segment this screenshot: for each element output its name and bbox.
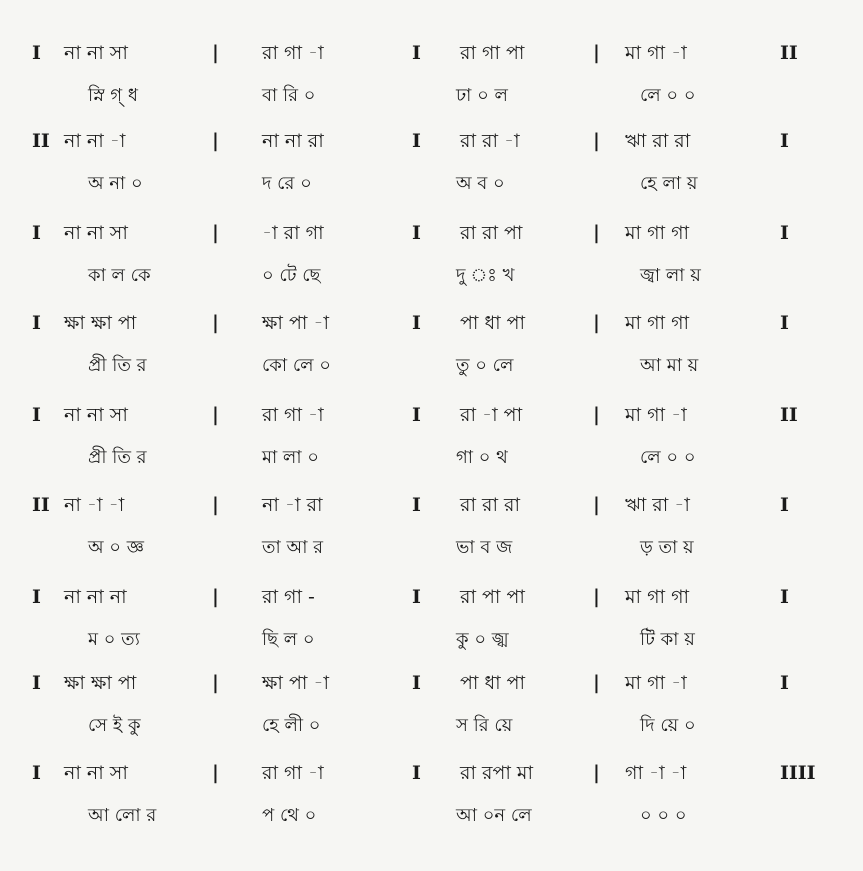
swara-group: মা গা গা <box>625 312 690 334</box>
bar-line: II <box>32 494 50 516</box>
swara-group: রা পা পা <box>460 586 525 608</box>
bar-line: I <box>412 130 421 152</box>
lyric-group: আ লো র <box>88 805 157 826</box>
lyric-group: ম ০ ত্য <box>88 629 140 650</box>
swara-group: ঋা রা রা <box>625 130 691 152</box>
lyric-group: ০ ০ ০ <box>640 805 687 826</box>
swara-group: পা ধা পা <box>460 312 526 334</box>
swara-group: না -া -া <box>64 494 125 516</box>
bar-line: | <box>212 222 219 244</box>
lyric-line <box>0 801 863 831</box>
lyric-group: স রি য়ে <box>456 715 513 736</box>
swara-group: পা ধা পা <box>460 672 526 694</box>
lyric-group: প্রী তি র <box>88 447 147 468</box>
swara-group: রা -া পা <box>460 404 523 426</box>
lyric-group: অ ০ জ্ঞ <box>88 537 144 558</box>
bar-line: I <box>412 222 421 244</box>
lyric-group: কা ল কে <box>88 265 151 286</box>
swara-group: মা গা -া <box>625 672 687 694</box>
swara-group: রা গা - <box>262 586 315 608</box>
bar-line: I <box>32 586 41 608</box>
bar-line: | <box>212 586 219 608</box>
lyric-group: ০ টে ছে <box>262 265 321 286</box>
swara-group: রা গা -া <box>262 404 324 426</box>
lyric-group: দ রে ০ <box>262 173 312 194</box>
lyric-group: সে ই কু <box>88 715 141 736</box>
swara-line <box>0 218 863 248</box>
lyric-line <box>0 711 863 741</box>
bar-line: I <box>780 222 789 244</box>
bar-line: I <box>32 222 41 244</box>
swara-group: ক্ষা ক্ষা পা <box>64 312 137 334</box>
bar-line: I <box>780 130 789 152</box>
lyric-group: ড় তা য় <box>640 537 694 558</box>
bar-line: II <box>780 404 798 426</box>
lyric-group: বা রি ০ <box>262 85 316 106</box>
swara-group: না না না <box>64 586 127 608</box>
bar-line: I <box>412 312 421 334</box>
lyric-group: আ মা য় <box>640 355 699 376</box>
bar-line: | <box>593 404 600 426</box>
bar-line: | <box>212 312 219 334</box>
bar-line: | <box>212 42 219 64</box>
swara-group: -া রা গা <box>262 222 324 244</box>
bar-line: | <box>593 494 600 516</box>
lyric-group: কু ০ জ্ঝ <box>456 629 509 650</box>
swara-group: না না রা <box>262 130 324 152</box>
swara-group: না না সা <box>64 42 128 64</box>
swara-group: না না -া <box>64 130 126 152</box>
swara-group: রা গা -া <box>262 762 324 784</box>
swara-group: না না সা <box>64 404 128 426</box>
bar-line: II <box>32 130 50 152</box>
bar-line: I <box>780 494 789 516</box>
swara-group: রা রা রা <box>460 494 520 516</box>
bar-line: I <box>32 672 41 694</box>
bar-line: IIII <box>780 762 816 784</box>
lyric-group: আ ০ন লে <box>456 805 532 826</box>
swara-group: রা রা পা <box>460 222 523 244</box>
swara-group: গা -া -া <box>625 762 687 784</box>
bar-line: I <box>32 762 41 784</box>
lyric-group: মা লা ০ <box>262 447 319 468</box>
lyric-line <box>0 351 863 381</box>
lyric-group: লে ০ ০ <box>640 85 696 106</box>
lyric-group: দু ঃ খ <box>456 265 515 286</box>
lyric-group: হে লী ০ <box>262 715 321 736</box>
swara-group: ক্ষা ক্ষা পা <box>64 672 137 694</box>
bar-line: I <box>412 586 421 608</box>
bar-line: | <box>212 672 219 694</box>
bar-line: I <box>780 672 789 694</box>
bar-line: I <box>412 494 421 516</box>
lyric-group: হে লা য় <box>640 173 698 194</box>
bar-line: I <box>32 404 41 426</box>
bar-line: I <box>780 586 789 608</box>
bar-line: II <box>780 42 798 64</box>
lyric-group: তা আ র <box>262 537 324 558</box>
lyric-line <box>0 169 863 199</box>
swara-group: না না সা <box>64 222 128 244</box>
lyric-group: অ ব ০ <box>456 173 505 194</box>
bar-line: | <box>593 42 600 64</box>
bar-line: I <box>412 762 421 784</box>
swara-group: রা গা পা <box>460 42 525 64</box>
swara-group: মা গা -া <box>625 404 687 426</box>
lyric-group: ঢা ০ ল <box>456 85 508 106</box>
lyric-group: অ না ০ <box>88 173 143 194</box>
lyric-group: ছি ল ০ <box>262 629 315 650</box>
lyric-line <box>0 443 863 473</box>
bar-line: | <box>212 130 219 152</box>
bar-line: | <box>593 672 600 694</box>
swara-group: মা গা গা <box>625 586 690 608</box>
swara-group: না না সা <box>64 762 128 784</box>
swara-line <box>0 308 863 338</box>
lyric-group: টি কা য় <box>640 629 695 650</box>
lyric-group: ভা ব জ <box>456 537 513 558</box>
lyric-group: দি য়ে ০ <box>640 715 696 736</box>
bar-line: | <box>593 130 600 152</box>
lyric-group: প্রী তি র <box>88 355 147 376</box>
lyric-group: জ্বা লা য় <box>640 265 701 286</box>
lyric-group: স্নি গ্ ধ <box>88 85 138 106</box>
swara-group: মা গা গা <box>625 222 690 244</box>
swara-line <box>0 668 863 698</box>
swara-group: রা গা -া <box>262 42 324 64</box>
swara-group: ঋা রা -া <box>625 494 690 516</box>
bar-line: | <box>593 312 600 334</box>
swara-line <box>0 582 863 612</box>
bar-line: | <box>212 404 219 426</box>
bar-line: I <box>412 404 421 426</box>
bar-line: | <box>212 494 219 516</box>
swara-group: ক্ষা পা -া <box>262 312 330 334</box>
bar-line: I <box>780 312 789 334</box>
bar-line: | <box>593 586 600 608</box>
swara-group: রা রা -া <box>460 130 520 152</box>
bar-line: I <box>32 42 41 64</box>
lyric-group: গা ০ থ <box>456 447 508 468</box>
swara-group: ক্ষা পা -া <box>262 672 330 694</box>
lyric-group: তু ০ লে <box>456 355 514 376</box>
swara-group: রা রপা মা <box>460 762 533 784</box>
bar-line: | <box>593 222 600 244</box>
bar-line: I <box>412 42 421 64</box>
lyric-group: লে ০ ০ <box>640 447 696 468</box>
swara-line <box>0 126 863 156</box>
bar-line: | <box>593 762 600 784</box>
lyric-group: প থে ০ <box>262 805 317 826</box>
lyric-line <box>0 261 863 291</box>
bar-line: I <box>412 672 421 694</box>
bar-line: | <box>212 762 219 784</box>
swara-line <box>0 400 863 430</box>
lyric-line <box>0 533 863 563</box>
lyric-line <box>0 625 863 655</box>
lyric-group: কো লে ০ <box>262 355 331 376</box>
bar-line: I <box>32 312 41 334</box>
swara-group: না -া রা <box>262 494 323 516</box>
swara-line <box>0 758 863 788</box>
swara-line <box>0 38 863 68</box>
lyric-line <box>0 81 863 111</box>
swara-group: মা গা -া <box>625 42 687 64</box>
swara-line <box>0 490 863 520</box>
